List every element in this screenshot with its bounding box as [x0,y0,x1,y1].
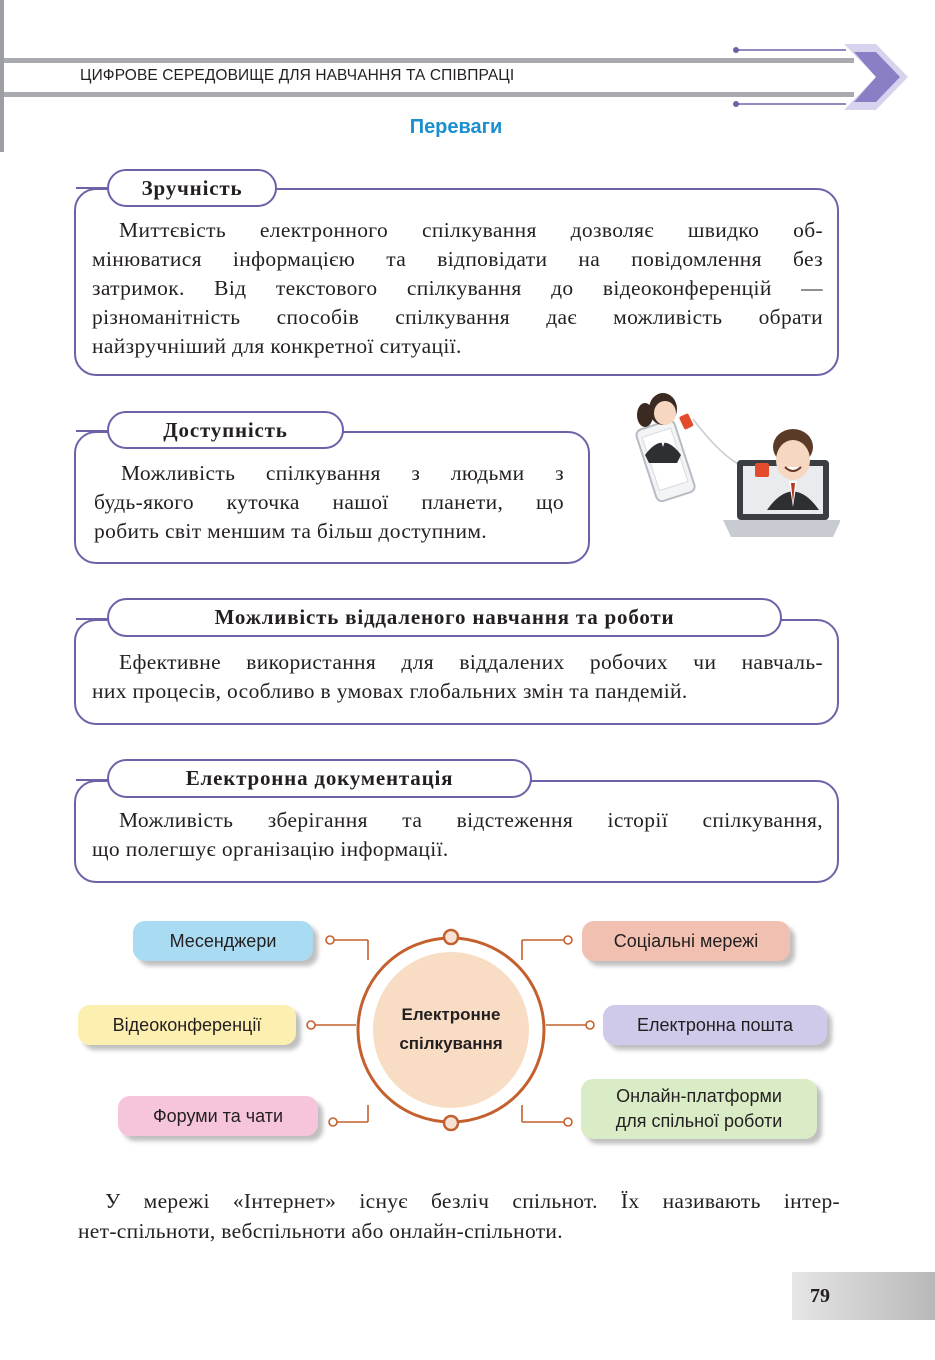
text-line: найзручніший для конкретної ситуації. [92,334,462,358]
node-label-line: для спільної роботи [615,1111,783,1131]
text-line: робить світ меншим та більш доступним. [94,519,488,543]
card-title: Зручність [107,169,277,207]
text-line: будь-якого куточка нашої планети, що [94,490,564,514]
text-line: Можливість зберігання та відстеження історії спілкування, [119,808,823,832]
paragraph-communities [78,1186,840,1246]
node-messengers: Месенджери [133,921,313,961]
text-line: нет-спільноти, вебспільноти або онлайн-спільноти. [78,1219,563,1243]
node-videoconferences: Відеоконференції [78,1005,296,1045]
center-label-line: спілкування [399,1034,503,1053]
card-title: Електронна документація [107,759,532,798]
center-label-line: Електронне [401,1005,501,1024]
node-social-networks: Соціальні мережі [582,921,790,961]
card-title: Можливість віддаленого навчання та роботи [107,598,782,637]
section-title: Переваги [409,116,503,138]
card-body [92,648,823,706]
illustration-video-call [615,385,840,545]
text-line: Можливість спілкування з людьми з [121,461,564,485]
page-number: 79 [810,1284,830,1307]
text-line: У мережі «Інтернет» існує безліч спільнот. Їх називають інтер- [105,1189,840,1213]
text-line: Ефективне використання для віддалених робочих чи навчаль- [119,650,823,674]
node-email: Електронна пошта [603,1005,827,1045]
node-collab-platforms [581,1079,817,1139]
card-body [94,459,564,546]
chevron-arrow-icon [716,40,916,115]
text-line: них процесів, особливо в умовах глобальних змін та пандемій. [92,679,688,703]
text-line: мінюватися інформацією та відповідати на повідомлення без [92,247,823,271]
card-body [92,216,823,361]
node-label-line: Онлайн-платформи [616,1086,782,1106]
card-title: Доступність [107,411,344,449]
card-body [92,806,823,864]
text-line: Миттєвість електронного спілкування дозволяє швидко об- [119,218,823,242]
text-line: затримок. Від текстового спілкування до відеоконференцій — [92,276,823,300]
text-line: що полегшує організацію інформації. [92,837,449,861]
mindmap-center-label [372,1000,530,1058]
node-forums-chats: Форуми та чати [118,1096,318,1136]
chapter-header-title: ЦИФРОВЕ СЕРЕДОВИЩЕ ДЛЯ НАВЧАННЯ ТА СПІВПРАЦІ [80,67,515,84]
text-line: різноманітність способів спілкування дає можливість обрати [92,305,823,329]
